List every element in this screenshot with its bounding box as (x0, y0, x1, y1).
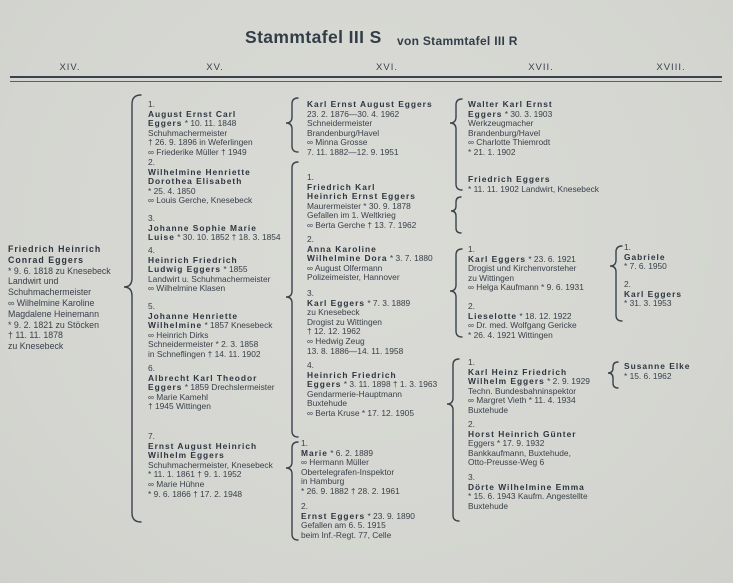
text-line: ∞ Hedwig Zeug (307, 335, 365, 346)
text-line: 1. (307, 172, 314, 182)
brace-connector (286, 162, 298, 437)
text-line: Brandenburg/Havel (307, 127, 380, 138)
text-line: 1. (468, 244, 475, 254)
text-line: ∞ Minna Grosse (307, 137, 368, 148)
text-line: 3. (468, 472, 475, 482)
text-line: Karl Ernst August Eggers (307, 99, 433, 109)
text-line: Friedrich Heinrich (8, 244, 102, 254)
person-block-xvia (307, 100, 433, 158)
text-line: 2. (468, 301, 475, 311)
person-block-xviid1 (468, 358, 590, 416)
brace-connector (286, 98, 298, 152)
text-line: 4. (307, 360, 314, 370)
text-line: Schneidermeister (307, 118, 373, 129)
text-line: Wilhelm Eggers * 2. 9. 1929 (468, 376, 590, 387)
text-line: ∞ Helga Kaufmann * 9. 6. 1931 (468, 282, 584, 293)
text-line: 2. (624, 279, 631, 289)
text-line: 23. 2. 1876—30. 4. 1962 (307, 108, 400, 119)
generation-label: XVI. (376, 62, 398, 73)
text-line: ∞ Wilhelmine Klasen (148, 283, 226, 294)
text-line: ∞ Marie Hühne (148, 478, 205, 489)
person-block-xviic2 (468, 302, 577, 340)
text-line: Bankkaufmann, Buxtehude, (468, 447, 571, 458)
text-line: Gefallen im 1. Weltkrieg (307, 210, 396, 221)
text-line: Marie * 6. 2. 1889 (301, 447, 374, 458)
brace-connector (286, 442, 298, 540)
text-line: August Ernst Carl (148, 108, 237, 119)
text-line: Friedrich Eggers (468, 174, 551, 184)
brace-connector (450, 99, 462, 190)
text-line: Eggers * 3. 11. 1898 † 1. 3. 1963 (307, 379, 438, 390)
text-line: Karl Eggers * 7. 3. 1889 (307, 297, 411, 308)
text-line: † 26. 9. 1896 in Weferlingen (148, 137, 253, 148)
text-line: beim Inf.-Regt. 77, Celle (301, 529, 392, 540)
text-line: ∞ Hermann Müller (301, 457, 369, 468)
person-block-xvi3 (307, 289, 410, 356)
text-line: 1. (468, 357, 475, 367)
text-line: Horst Heinrich Günter (468, 428, 577, 439)
text-line: Magdalene Heinemann (8, 308, 99, 319)
text-line: * 9. 6. 1866 † 17. 2. 1948 (148, 488, 243, 499)
person-block-xviii2 (624, 280, 682, 309)
text-line: in Hamburg (301, 476, 345, 487)
text-line: Heinrich Friedrich (307, 369, 397, 380)
person-block-xv3 (148, 214, 281, 243)
text-line: ∞ Wilhelmine Karoline (8, 297, 95, 308)
chart-title: Stammtafel III S (245, 27, 382, 47)
text-line: Anna Karoline (307, 243, 377, 254)
generation-label: XIV. (59, 62, 81, 73)
person-block-xviib (468, 175, 599, 194)
text-line: Wilhelmine Dora * 3. 7. 1880 (307, 253, 433, 264)
text-line: Schuhmachermeister (148, 127, 228, 138)
text-line: Heinrich Friedrich (148, 254, 238, 265)
person-block-xviid2 (468, 420, 576, 468)
text-line: ∞ Friederike Müller † 1949 (148, 146, 247, 157)
text-line: * 11. 1. 1861 † 9. 1. 1952 (148, 469, 242, 480)
text-line: Drogist und Kirchenvorsteher (468, 263, 577, 274)
person-block-xv7 (148, 432, 273, 499)
text-line: Lieselotte * 18. 12. 1922 (468, 310, 572, 321)
text-line: Conrad Eggers (8, 254, 85, 265)
text-line: Susanne Elke (624, 361, 691, 371)
text-line: Heinrich Ernst Eggers (307, 191, 416, 202)
text-line: Karl Eggers * 23. 6. 1921 (468, 253, 576, 264)
person-block-xvic1 (301, 439, 400, 497)
text-line: 5. (148, 301, 155, 311)
text-line: 1. (301, 438, 308, 448)
text-line: zu Wittingen (468, 272, 515, 283)
person-block-xv6 (148, 364, 275, 412)
text-line: Eggers * 10. 11. 1848 (148, 118, 237, 129)
text-line: * 25. 4. 1850 (148, 185, 196, 196)
text-line: Friedrich Karl (307, 181, 376, 192)
person-block-xv4 (148, 246, 270, 294)
text-line: Eggers * 17. 9. 1932 (468, 438, 545, 449)
text-line: Eggers * 1859 Drechslermeister (148, 382, 275, 393)
brace-connector (124, 95, 141, 522)
text-line: 2. (468, 419, 475, 429)
text-line: Polizeimeister, Hannover (307, 272, 400, 283)
text-line: Schneidermeister * 2. 3. 1858 (148, 339, 259, 350)
text-line: * 15. 6. 1962 (624, 370, 672, 381)
person-block-xviid3 (468, 473, 588, 511)
text-line: Schuhmachermeister (8, 287, 92, 298)
text-line: Gabriele (624, 251, 666, 262)
text-line: * 11. 11. 1902 Landwirt, Knesebeck (468, 183, 599, 194)
text-line: Wilhelmine * 1857 Knesebeck (148, 320, 273, 331)
text-line: 2. (307, 234, 314, 244)
text-line: * 7. 6. 1950 (624, 261, 667, 272)
text-line: 3. (307, 288, 314, 298)
brace-connector (447, 359, 459, 521)
text-line: 13. 8. 1886—14. 11. 1958 (307, 345, 404, 356)
person-block-xvic2 (301, 502, 415, 540)
generation-label: XV. (206, 62, 224, 73)
text-line: zu Knesebeck (8, 341, 64, 352)
text-line: ∞ Louis Gerche, Knesebeck (148, 195, 253, 206)
text-line: * 21. 1. 1902 (468, 146, 516, 157)
person-block-xv1 (148, 100, 253, 158)
text-line: ∞ Berta Kruse * 17. 12. 1905 (307, 407, 415, 418)
text-line: Landwirt und (8, 276, 59, 287)
text-line: Karl Eggers (624, 288, 683, 299)
text-line: Landwirt u. Schuhmachermeister (148, 273, 271, 284)
text-line: in Schneflingen † 14. 11. 1902 (148, 348, 261, 359)
text-line: ∞ Heinrich Dirks (148, 329, 209, 340)
text-line: * 31. 3. 1953 (624, 298, 672, 309)
text-line: † 12. 12. 1962 (307, 326, 361, 337)
text-line: Ernst August Heinrich (148, 440, 258, 451)
text-line: ∞ Margret Vieth * 11. 4. 1934 (468, 395, 576, 406)
person-block-xv2 (148, 158, 252, 206)
text-line: Johanne Henriette (148, 310, 239, 321)
text-line: * 9. 2. 1821 zu Stöcken (8, 319, 99, 330)
brace-connector (608, 362, 618, 388)
person-block-xviia (468, 100, 553, 158)
person-block-xviic1 (468, 245, 584, 293)
person-block-xviii3 (624, 362, 690, 381)
text-line: 7. 11. 1882—12. 9. 1951 (307, 146, 399, 157)
text-line: Maurermeister * 30. 9. 1878 (307, 200, 411, 211)
text-line: Eggers * 30. 3. 1903 (468, 108, 553, 119)
text-line: * 26. 4. 1921 Wittingen (468, 329, 553, 340)
text-line: ∞ Berta Gerche † 13. 7. 1962 (307, 219, 417, 230)
person-block-xvi4 (307, 361, 437, 419)
text-line: 4. (148, 245, 155, 255)
text-line: * 9. 6. 1818 zu Knesebeck (8, 265, 111, 276)
text-line: Wilhelmine Henriette (148, 166, 251, 177)
text-line: Albrecht Karl Theodor (148, 372, 258, 383)
text-line: * 15. 6. 1943 Kaufm. Angestellte (468, 491, 588, 502)
text-line: ∞ August Olfermann (307, 262, 383, 273)
text-line: Karl Heinz Friedrich (468, 366, 568, 377)
person-block-xviii1 (624, 243, 667, 272)
text-line: 1. (624, 242, 631, 252)
text-line: Ernst Eggers * 23. 9. 1890 (301, 510, 415, 521)
text-line: ∞ Dr. med. Wolfgang Gericke (468, 320, 577, 331)
brace-connector (450, 249, 462, 337)
text-line: † 1945 Wittingen (148, 401, 211, 412)
brace-connector (610, 246, 622, 321)
text-line: Gefallen am 6. 5. 1915 (301, 520, 386, 531)
person-block-xvi2 (307, 235, 433, 283)
text-line: Buxtehude (468, 500, 509, 511)
generation-label: XVIII. (656, 62, 686, 73)
person-block-xvi1 (307, 173, 416, 231)
text-line: Brandenburg/Havel (468, 127, 541, 138)
person-block-xv5 (148, 302, 272, 360)
text-line: Johanne Sophie Marie (148, 222, 257, 233)
header-rule-thin (10, 81, 722, 82)
text-line: Dörte Wilhelmine Emma (468, 481, 585, 492)
text-line: Buxtehude (307, 398, 348, 409)
text-line: Obertelegrafen-Inspektor (301, 466, 395, 477)
text-line: Walter Karl Ernst (468, 99, 553, 109)
text-line: Gendarmerie-Hauptmann (307, 388, 402, 399)
text-line: Wilhelm Eggers (148, 450, 225, 461)
text-line: 2. (148, 157, 155, 167)
text-line: ∞ Charlotte Thiemrodt (468, 137, 551, 148)
text-line: 6. (148, 363, 155, 373)
text-line: 7. (148, 431, 155, 441)
text-line: Luise * 30. 10. 1852 † 18. 3. 1854 (148, 232, 281, 243)
person-block-xiv (8, 244, 111, 352)
text-line: Dorothea Elisabeth (148, 176, 243, 187)
text-line: ∞ Marie Kamehl (148, 391, 208, 402)
text-line: † 11. 11. 1878 (8, 330, 63, 341)
text-line: Ludwig Eggers * 1855 (148, 264, 248, 275)
header-rule-thick (10, 76, 722, 78)
text-line: * 26. 9. 1882 † 28. 2. 1961 (301, 485, 400, 496)
text-line: zu Knesebeck (307, 307, 360, 318)
text-line: 1. (148, 99, 155, 109)
text-line: Werkzeugmacher (468, 118, 534, 129)
text-line: Drogist zu Wittingen (307, 316, 382, 327)
text-line: 3. (148, 213, 155, 223)
text-line: 2. (301, 501, 308, 511)
text-line: Schuhmachermeister, Knesebeck (148, 459, 273, 470)
brace-connector (451, 197, 461, 233)
generation-label: XVII. (528, 62, 554, 73)
text-line: Otto-Preusse-Weg 6 (468, 457, 545, 468)
text-line: Buxtehude (468, 404, 509, 415)
chart-subtitle: von Stammtafel III R (397, 34, 518, 48)
text-line: Techn. Bundesbahninspektor (468, 385, 577, 396)
